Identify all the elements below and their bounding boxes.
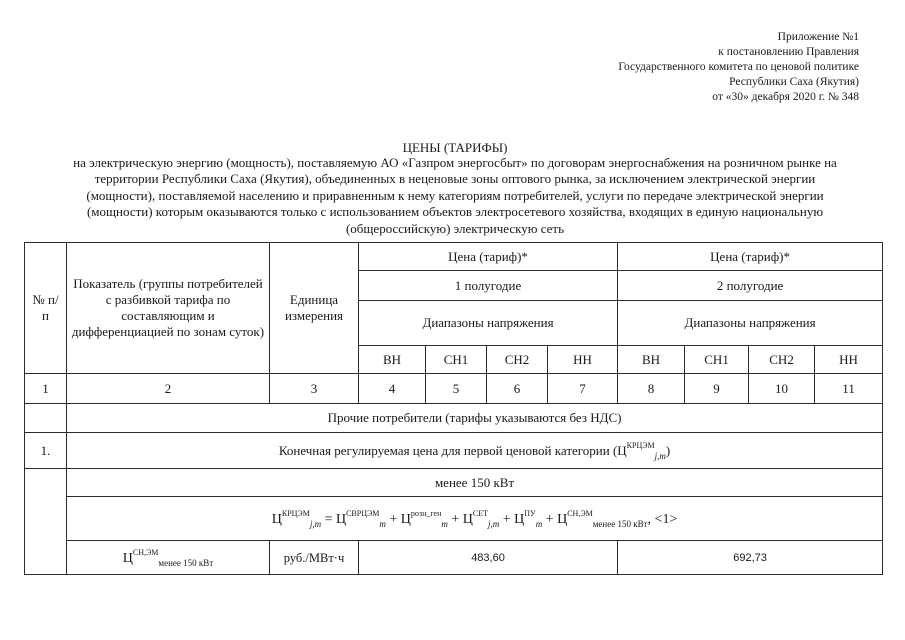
voltage-level: НН (815, 346, 883, 374)
price-h2: 692,73 (618, 541, 883, 575)
document-subtitle: на электрическую энергию (мощность), поставляемую АО «Газпром энергосбыт» по договорам энергоснабжения на розничном рынке на территории Республики Саха (Якутия), объединенных в неценовые зоны оптового рынка, за исключением электрической энергии (мощности), поставляемой населению и приравненным к нему категориям потребителей, услуги по передаче электрической энергии (мощности) которым оказываются только с использованием объектов электросетевого хозяйства, входящих в единую национальную (общероссийскую) электрическую сеть (73, 155, 837, 236)
header-price-h1: Цена (тариф)* (359, 243, 618, 271)
header-half-1: 1 полугодие (359, 271, 618, 301)
column-number: 11 (815, 374, 883, 404)
voltage-level: СН1 (426, 346, 487, 374)
formula-sub: j,m (487, 518, 500, 529)
column-number: 7 (548, 374, 618, 404)
formula-sup: СЕТ (472, 508, 488, 518)
formula-sup: ПУ (524, 508, 536, 518)
formula-sub: j,m (309, 518, 322, 529)
voltage-level: ВН (618, 346, 685, 374)
formula-sup: СН,ЭМ (567, 508, 593, 518)
formula-sup: СВРЦЭМ (346, 508, 380, 518)
formula-sub: менее 150 кВт (592, 518, 648, 529)
header-ranges-1: Диапазоны напряжения (359, 301, 618, 346)
header-indicator: Показатель (группы потребителей с разбивкой тарифа по составляющим и дифференциацией по зонам суток) (67, 243, 270, 374)
voltage-level: НН (548, 346, 618, 374)
column-number: 8 (618, 374, 685, 404)
row-number: 1. (25, 433, 67, 469)
row-1-text: Конечная регулируемая цена для первой ценовой категории (Ц (278, 442, 627, 458)
header-half-2: 2 полугодие (618, 271, 883, 301)
formula-sub: m (535, 518, 543, 529)
column-number: 1 (25, 374, 67, 404)
voltage-level: СН2 (749, 346, 815, 374)
row-1-title (67, 433, 883, 469)
column-number: 5 (426, 374, 487, 404)
header-ranges-2: Диапазоны напряжения (618, 301, 883, 346)
appendix-line: Приложение №1 (777, 31, 859, 43)
price-formula: $Ц^{КРЦЭМ}_{j,m} = Ц^{СВРЦЭМ}_m + Ц^{розн\_ген}_m + Ц^{СЕТ}_{j,m} + Ц^{ПУ}_m + Ц^{СН,ЭМ}_{менее 150 кВт}$, <1> (271, 508, 678, 529)
column-number: 10 (749, 374, 815, 404)
formula-sup: розн_ген (410, 508, 442, 518)
column-number: 4 (359, 374, 426, 404)
symbol-subscript: менее 150 кВт (158, 557, 214, 568)
symbol-superscript: КРЦЭМ (626, 440, 655, 450)
tariff-symbol: $Ц^{СН,ЭМ}_{менее 150 кВт}$ (122, 547, 214, 568)
appendix-header (499, 30, 859, 105)
section-title: Прочие потребители (тарифы указываются без НДС) (67, 404, 883, 433)
tariff-symbol-cell (67, 541, 270, 575)
formula-note: , <1> (647, 511, 678, 527)
column-number: 3 (270, 374, 359, 404)
voltage-level: СН1 (685, 346, 749, 374)
formula-sub: m (379, 518, 386, 529)
symbol-subscript: j,m (654, 450, 666, 461)
price-h1: 483,60 (359, 541, 618, 575)
appendix-line: Республики Саха (Якутия) (729, 76, 859, 88)
tariff-table (24, 242, 883, 575)
unit-cell: руб./МВт·ч (270, 541, 359, 575)
appendix-line: от «30» декабря 2020 г. № 348 (712, 91, 859, 103)
row-1-close: ) (665, 442, 671, 458)
empty-cell (25, 469, 67, 575)
column-number: 9 (685, 374, 749, 404)
voltage-level: СН2 (487, 346, 548, 374)
formula-sub: m (441, 518, 448, 529)
empty-cell (25, 404, 67, 433)
symbol-superscript: СН,ЭМ (132, 547, 159, 557)
column-number: 6 (487, 374, 548, 404)
appendix-line: Государственного комитета по ценовой политике (618, 61, 859, 73)
header-price-h2: Цена (тариф)* (618, 243, 883, 271)
column-number: 2 (67, 374, 270, 404)
consumer-group: менее 150 кВт (67, 469, 883, 497)
header-num: № п/п (25, 243, 67, 374)
formula-sup: КРЦЭМ (281, 508, 310, 518)
header-unit: Единица измерения (270, 243, 359, 374)
appendix-line: к постановлению Правления (718, 46, 859, 58)
document-title: ЦЕНЫ (ТАРИФЫ) (402, 140, 508, 155)
voltage-level: ВН (359, 346, 426, 374)
formula-cell (67, 497, 883, 541)
